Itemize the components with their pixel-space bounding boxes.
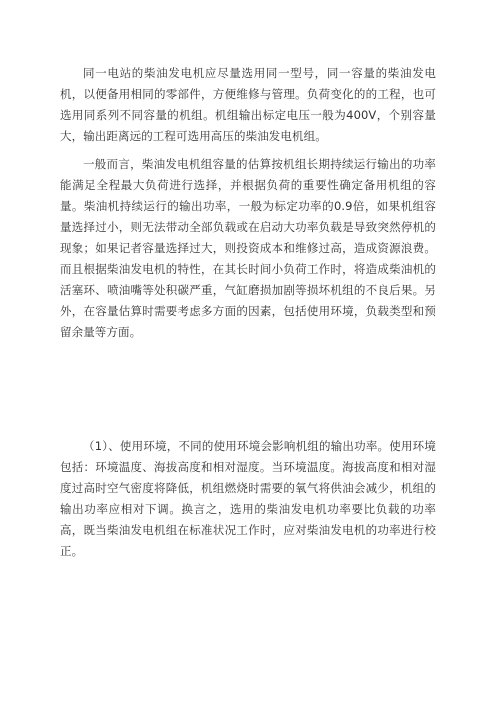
paragraph-generator-selection: 同一电站的柴油发电机应尽量选用同一型号，同一容量的柴油发电机，以便备用相同的零部件，方便维修与管理。负荷变化的的工程，也可选用同系列不同容量的机组。机组输出标定电压一般为400V，个别容量大，输出距离远的工程可选用高压的柴油发电机组。 bbox=[60, 66, 436, 143]
paragraph-usage-environment: （1）、使用环境，不同的使用环境会影响机组的输出功率。使用环境包括：环境温度、海拔高度和相对湿度。当环境温度。海拔高度和相对湿度过高时空气密度将降低，机组燃烧时需要的氧气将供油会减少，机组的输出功率应相对下调。换言之，选用的柴油发电机功率要比负载的功率高，既当柴油发电机组在标准状况工作时，应对柴油发电机的功率进行校正。 bbox=[60, 439, 436, 558]
paragraph-capacity-estimation: 一般而言，柴油发电机组容量的估算按机组长期持续运行输出的功率能满足全程最大负荷进行选择，并根据负荷的重要性确定备用机组的容量。柴油机持续运行的输出功率，一般为标定功率的0.9倍，如果机组容量选择过小，则无法带动全部负载或在启动大功率负载是导致突然停机的现象；如果记者容量选择过大，则投资成本和维修过高，造成资源浪费。而且根据柴油发电机的特性，在其长时间小负荷工作时，将造成柴油机的活塞环、喷油嘴等处积碳严重，气缸磨损加剧等损坏机组的不良后果。另外，在容量估算时需要考虑多方面的因素，包括使用环境，负载类型和预留余量等方面。 bbox=[60, 157, 436, 339]
